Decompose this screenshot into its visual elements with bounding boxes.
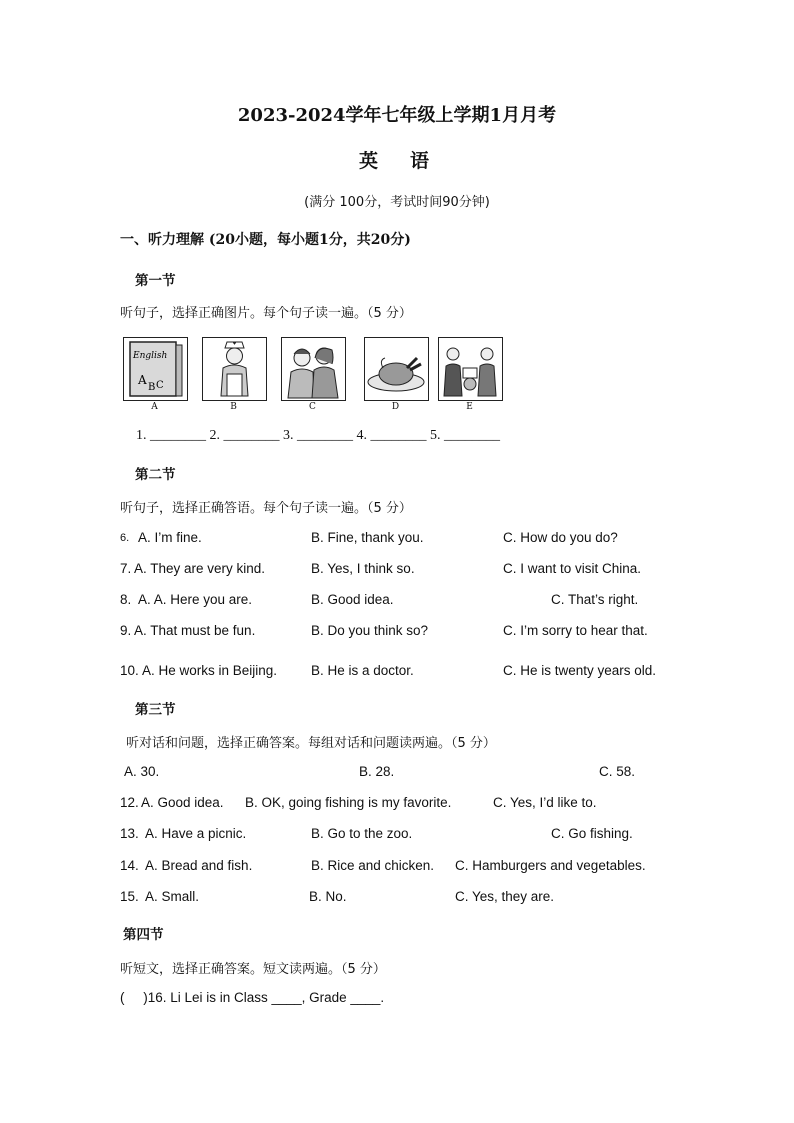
exam-note: (满分 100分，考试时间90分钟) [304,195,490,210]
svg-text:B: B [148,382,156,393]
option-a: A. I’m fine. [138,530,202,545]
option-c: C. Go fishing. [551,826,633,841]
subject-char-2: 语 [410,150,436,172]
option-b: B. OK, going fishing is my favorite. [245,795,452,810]
option-c: C. Yes, they are. [455,889,555,904]
option-a: A. That must be fun. [134,623,256,638]
section4-question-16: ( )16. Li Lei is in Class ____, Grade ____. [120,990,385,1005]
option-a: A. Bread and fish. [145,858,253,873]
option-c: C. How do you do? [503,530,618,545]
two-people-icon [281,337,346,401]
english-book-icon [123,337,188,401]
svg-text:C: C [156,380,164,391]
svg-text:English: English [133,351,168,361]
question-number: 12. [120,795,139,810]
option-c: C. I’m sorry to hear that. [503,623,648,638]
option-b: B. He is a doctor. [311,663,414,678]
exam-title: 2023-2024学年七年级上学期1月月考 [237,105,557,126]
section3-heading: 第三节 [135,702,176,718]
option-a: A. Good idea. [141,795,224,810]
section4-instruction: 听短文，选择正确答案。短文读两遍。（5 分） [120,962,386,977]
roast-chicken-icon [364,337,429,401]
part1-heading: 一、听力理解 (20小题，每小题1分，共20分) [120,232,411,248]
section1-instruction: 听句子，选择正确图片。每个句子读一遍。（5 分） [120,306,412,321]
picture-label-a: A [151,402,158,412]
option-b: B. No. [309,889,347,904]
section3-instruction: 听对话和问题，选择正确答案。每组对话和问题读两遍。（5 分） [126,736,496,751]
picture-label-e: E [466,402,473,412]
section1-answer-blanks: 1. ________ 2. ________ 3. ________ 4. ________ 5. ________ [136,428,500,443]
option-c: C. Yes, I’d like to. [493,795,597,810]
option-a: A. 30. [124,764,160,779]
section1-heading: 第一节 [135,273,176,289]
option-a: A. Have a picnic. [145,826,247,841]
picture-label-b: B [230,402,237,412]
picture-label-d: D [391,402,400,412]
option-b: B. Go to the zoo. [311,826,413,841]
section2-instruction: 听句子，选择正确答语。每个句子读一遍。（5 分） [120,501,412,516]
option-c: C. That’s right. [551,592,639,607]
option-c: C. 58. [599,764,636,779]
option-b: B. Good idea. [311,592,394,607]
option-a: A. Small. [145,889,200,904]
option-b: B. Rice and chicken. [311,858,435,873]
question-number: 14. [120,858,139,873]
option-c: C. Hamburgers and vegetables. [455,858,646,873]
question-number: 6. [120,532,130,544]
option-a: A. They are very kind. [134,561,266,576]
picture-label-c: C [309,402,316,412]
option-c: C. He is twenty years old. [503,663,657,678]
option-b: B. Yes, I think so. [311,561,415,576]
question-number: 7. [120,561,132,576]
section4-heading: 第四节 [123,927,164,943]
question-number: 9. [120,623,132,638]
option-a: A. A. Here you are. [138,592,253,607]
question-number: 10. [120,663,139,678]
section2-heading: 第二节 [135,467,176,483]
option-a: A. He works in Beijing. [142,663,278,678]
subject-title [0,146,794,173]
subject-char-1: 英 [358,150,384,172]
option-b: B. Fine, thank you. [311,530,424,545]
option-c: C. I want to visit China. [503,561,642,576]
question-number: 13. [120,826,139,841]
question-number: 15. [120,889,139,904]
question-number: 8. [120,592,132,607]
svg-text:A: A [138,373,147,387]
people-meeting-icon [438,337,503,401]
nurse-icon [202,337,267,401]
option-b: B. 28. [359,764,395,779]
option-b: B. Do you think so? [311,623,429,638]
